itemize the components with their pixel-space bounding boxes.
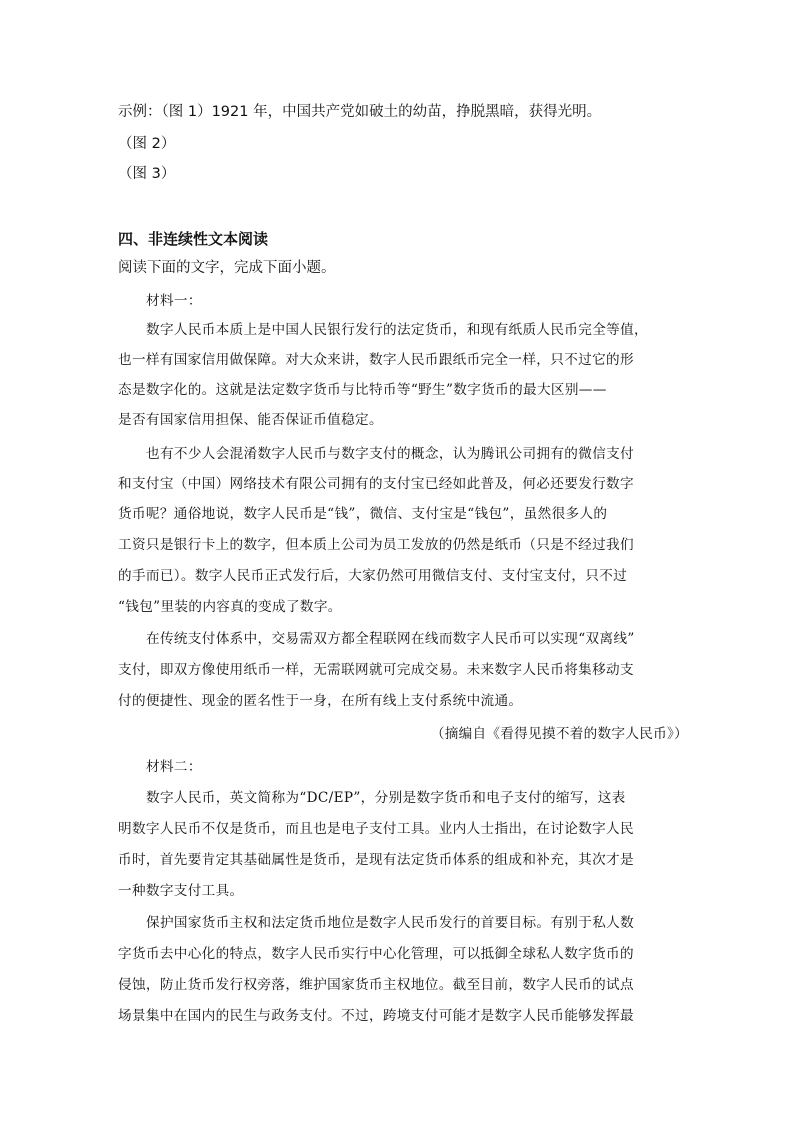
section-instruction: 阅读下面的文字，完成下面小题。 [118, 260, 336, 276]
material-2-line: 明数字人民币不仅是货币，而且也是电子支付工具。业内人士指出，在讨论数字人民 [118, 821, 634, 837]
material-1-line: 也有不少人会混淆数字人民币与数字支付的概念，认为腾讯公司拥有的微信支付 [146, 446, 635, 462]
material-1-line: 态是数字化的。这就是法定数字货币与比特币等“野生”数字货币的最大区别—— [118, 382, 607, 398]
material-1-line: 工资只是银行卡上的数字，但本质上公司为员工发放的仍然是纸币（只是不经过我们 [118, 537, 634, 553]
figure-3-caption: （图 3） [118, 166, 176, 182]
material-2-label: 材料二： [146, 759, 202, 775]
material-1-line: 和支付宝（中国）网络技术有限公司拥有的支付宝已经如此普及，何必还要发行数字 [118, 476, 634, 492]
material-1-line: 的手而已）。数字人民币正式发行后，大家仍然可用微信支付、支付宝支付，只不过 [118, 568, 628, 584]
material-1-label: 材料一： [146, 293, 202, 309]
material-1-line: 支付，即双方像使用纸币一样，无需联网就可完成交易。未来数字人民币将集移动支 [118, 662, 634, 678]
material-2-line: 一种数字支付工具。 [118, 883, 244, 899]
material-2-line: 币时，首先要肯定其基础属性是货币，是现有法定货币体系的组成和补充，其次才是 [118, 852, 634, 868]
material-2-line: 字货币去中心化的特点，数字人民币实行中心化管理，可以抵御全球私人数字货币的 [118, 946, 634, 962]
material-1-line: 付的便捷性、现金的匿名性于一身，在所有线上支付系统中流通。 [118, 693, 523, 709]
material-1-line: 数字人民币本质上是中国人民银行发行的法定货币，和现有纸质人民币完全等值， [146, 322, 648, 338]
example-line: 示例：（图 1）1921 年，中国共产党如破土的幼苗，挣脱黑暗，获得光明。 [118, 104, 602, 120]
material-2-line: 数字人民币，英文简称为“DC/EP”，分别是数字货币和电子支付的缩写，这表 [146, 790, 626, 806]
material-1-line: 也一样有国家信用做保障。对大众来讲，数字人民币跟纸币完全一样，只不过它的形 [118, 352, 634, 368]
material-1-source: （摘编自《看得见摸不着的数字人民币》） [430, 726, 688, 742]
figure-2-caption: （图 2） [118, 136, 176, 152]
material-2-line: 场景集中在国内的民生与政务支付。不过，跨境支付可能才是数字人民币能够发挥最 [118, 1008, 634, 1024]
material-2-line: 侵蚀，防止货币发行权旁落，维护国家货币主权地位。截至目前，数字人民币的试点 [118, 977, 634, 993]
material-2-line: 保护国家货币主权和法定货币地位是数字人民币发行的首要目标。有别于私人数 [146, 915, 635, 931]
section-heading: 四、非连续性文本阅读 [118, 230, 269, 248]
material-1-line: 是否有国家信用担保、能否保证币值稳定。 [118, 412, 383, 428]
material-1-line: 货币呢？通俗地说，数字人民币是“钱”，微信、支付宝是“钱包”，虽然很多人的 [118, 506, 608, 522]
material-1-line: “钱包”里装的内容真的变成了数字。 [118, 599, 342, 615]
material-1-line: 在传统支付体系中，交易需双方都全程联网在线而数字人民币可以实现“双离线” [146, 631, 635, 647]
